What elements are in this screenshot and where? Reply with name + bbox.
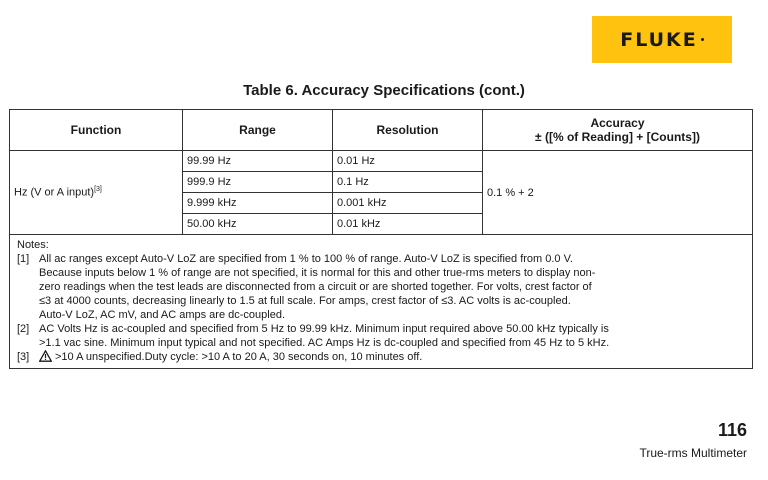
note-line-with-warning <box>39 350 745 364</box>
header-range: Range <box>183 110 333 151</box>
note-number: [2] <box>17 323 30 335</box>
note-number: [3] <box>17 351 30 363</box>
note-text <box>39 252 745 322</box>
page-number: 116 <box>717 420 747 440</box>
header-accuracy-line1: Accuracy <box>590 116 645 130</box>
note-line: All ac ranges except Auto-V LoZ are specified from 1 % to 100 % of range. Auto-V LoZ is specified from 0.0 V. <box>39 253 573 265</box>
note-1 <box>17 252 745 322</box>
range-cell: 99.99 Hz <box>183 151 333 172</box>
note-line: Because inputs below 1 % of range are not specified, it is normal for this and other true-rms meters to display non- <box>39 267 596 279</box>
accuracy-table-wrapper <box>9 109 752 369</box>
resolution-cell: 0.001 kHz <box>333 193 483 214</box>
function-cell <box>10 151 183 235</box>
note-line: zero readings when the test leads are disconnected from a circuit or are shorted together. For volts, crest factor of <box>39 281 592 293</box>
range-cell: 999.9 Hz <box>183 172 333 193</box>
warning-triangle-icon <box>39 350 52 362</box>
range-cell: 9.999 kHz <box>183 193 333 214</box>
function-label: Hz (V or A input) <box>14 186 95 199</box>
accuracy-cell: 0.1 % + 2 <box>483 151 753 235</box>
table-header-row <box>10 110 753 151</box>
note-line: Auto-V LoZ, AC mV, and AC amps are dc-coupled. <box>39 309 286 321</box>
table-row <box>10 151 753 172</box>
header-function: Function <box>10 110 183 151</box>
logo-registered-mark <box>701 38 704 41</box>
header-accuracy-line2: ± ([% of Reading] + [Counts]) <box>535 130 700 144</box>
fluke-logo <box>592 16 732 63</box>
logo-text: FLUKE <box>620 28 698 51</box>
function-footnote-ref: [3] <box>94 186 102 194</box>
accuracy-spec-table <box>9 109 753 369</box>
resolution-cell: 0.01 kHz <box>333 214 483 235</box>
notes-title: Notes: <box>17 239 49 251</box>
note-line: ≤3 at 4000 counts, decreasing linearly to 1.5 at full scale. For amps, crest factor of ≤3. AC volts is ac-coupled. <box>39 295 571 307</box>
table-title: Table 6. Accuracy Specifications (cont.) <box>243 82 525 99</box>
document-subtitle: True-rms Multimeter <box>639 446 747 460</box>
note-text <box>39 322 745 350</box>
note-2 <box>17 322 745 350</box>
resolution-cell: 0.01 Hz <box>333 151 483 172</box>
note-text <box>39 350 745 364</box>
header-resolution: Resolution <box>333 110 483 151</box>
notes-cell <box>10 235 753 369</box>
range-cell: 50.00 kHz <box>183 214 333 235</box>
note-line: >10 A unspecified.Duty cycle: >10 A to 20 A, 30 seconds on, 10 minutes off. <box>55 351 423 363</box>
note-line: AC Volts Hz is ac-coupled and specified from 5 Hz to 99.99 kHz. Minimum input required above 50.00 kHz typically is <box>39 323 609 335</box>
resolution-cell: 0.1 Hz <box>333 172 483 193</box>
note-number: [1] <box>17 253 30 265</box>
header-accuracy <box>483 110 753 151</box>
note-line: >1.1 vac sine. Minimum input typical and not specified. AC Amps Hz is dc-coupled and specified from 45 Hz to 5 kHz. <box>39 337 610 349</box>
note-3 <box>17 350 745 364</box>
notes-row <box>10 235 753 369</box>
